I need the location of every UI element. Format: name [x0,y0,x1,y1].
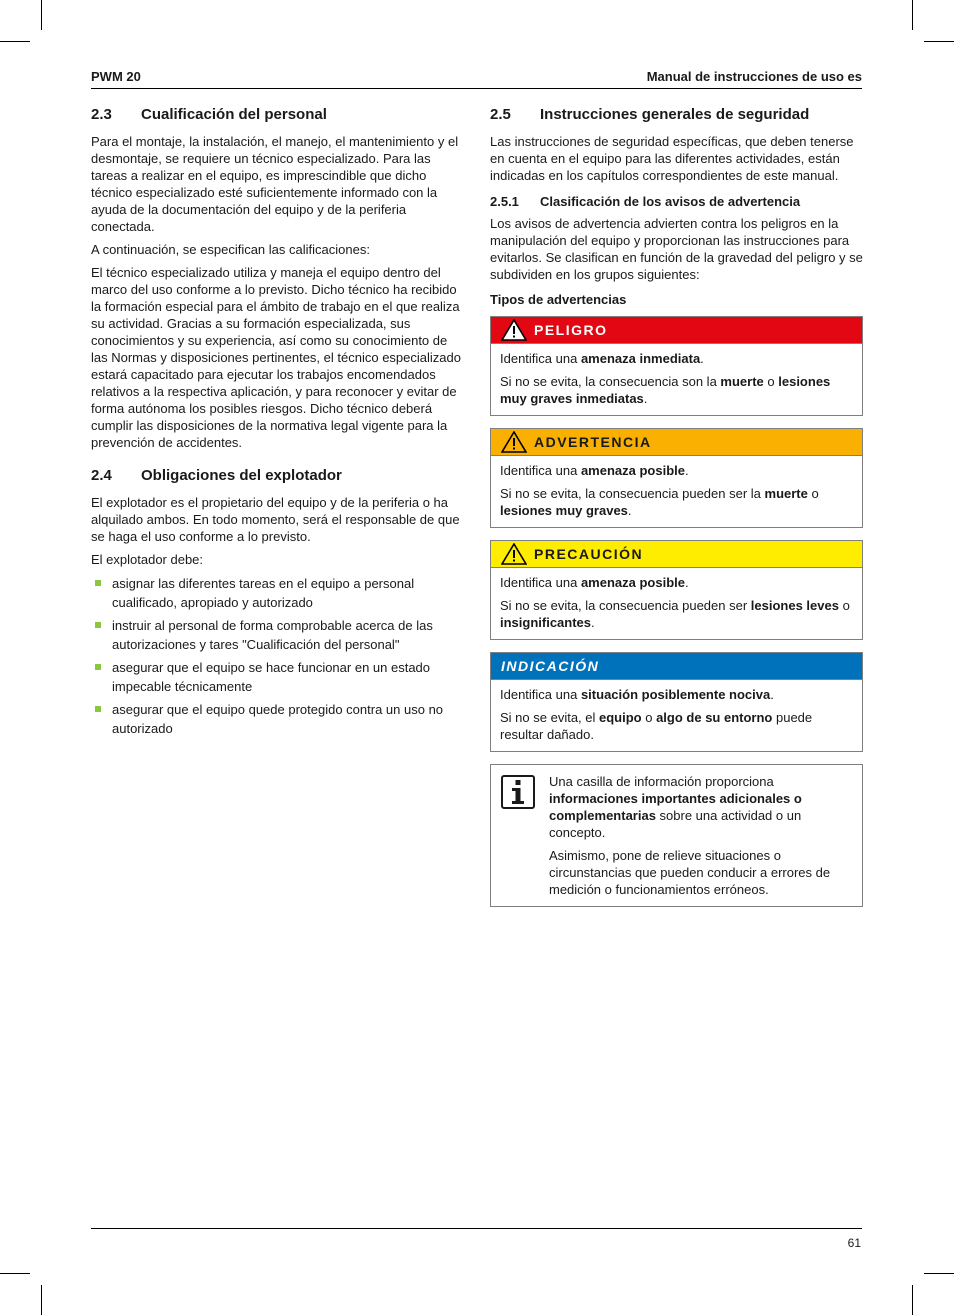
crop-mark [924,41,954,42]
notice-body [491,680,862,751]
text: Identifica una [500,351,581,366]
text: o [807,486,819,501]
section-heading [91,467,465,484]
warning-triangle-icon [501,319,527,341]
crop-mark [41,0,42,30]
warning-triangle-icon [501,431,527,453]
emphasis: insignificantes [500,615,592,630]
info-paragraph [549,773,852,841]
text: . [700,351,704,366]
danger-box [490,316,863,416]
crop-mark [912,0,913,30]
subsection-title: Clasificación de los avisos de advertencia [540,194,801,209]
text: . [685,463,689,478]
list-item [91,616,465,654]
list-item-text: asegurar que el equipo quede protegido contra un uso no autorizado [112,702,444,736]
subsection-heading [490,194,863,209]
text: . [685,575,689,590]
text: Si no se evita, la consecuencia son la [500,374,721,389]
list-item [91,700,465,738]
emphasis: amenaza posible [580,463,685,478]
text: . [627,503,632,518]
emphasis: lesiones leves [750,598,839,613]
list-item [91,574,465,612]
paragraph: A continuación, se especifican las calificaciones: [91,242,370,257]
text: . [591,615,595,630]
text: Identifica una [500,575,581,590]
danger-header [491,317,862,344]
section-heading [91,106,465,123]
caution-line [500,597,853,631]
caution-label: PRECAUCIÓN [534,546,644,562]
crop-mark [0,1273,30,1274]
right-column [490,106,863,907]
section-number: 2.4 [91,467,112,484]
left-column [91,106,465,742]
emphasis: muerte [764,486,808,501]
notice-label: INDICACIÓN [501,658,600,674]
text: o [763,374,779,389]
paragraph: El explotador es el propietario del equipo y de la periferia o ha alquilado ambos. En todo momento, será el responsable de que se haga el uso conforme a lo previsto. [91,495,460,544]
danger-line [500,373,853,407]
warning-line [500,485,853,519]
text: Si no se evita, la consecuencia pueden ser [500,598,751,613]
paragraph: Las instrucciones de seguridad específicas, que deben tenerse en cuenta en el equipo para las diferentes actividades, están indicadas en los capítulos correspondientes de este manual. [490,134,854,183]
warning-label: ADVERTENCIA [534,434,652,450]
paragraph: El explotador debe: [91,552,204,567]
warning-header [491,429,862,456]
paragraph: Los avisos de advertencia advierten contra los peligros en la manipulación del equipo y proporcionan las instrucciones para evitarlos. Se clasifican en función de la gravedad del peligro y se subdividen en los grupos siguientes: [490,216,863,282]
list-item [91,658,465,696]
bullet-square-icon [95,580,101,586]
subsection-number: 2.5.1 [490,194,519,209]
section-number: 2.3 [91,106,112,123]
warning-types-label: Tipos de advertencias [490,292,627,307]
text: puede resultar dañado. [500,710,813,742]
section-number: 2.5 [490,106,511,123]
text: Si no se evita, la consecuencia pueden ser la [500,486,765,501]
info-box [490,764,863,907]
list-item-text: instruir al personal de forma comprobable acerca de las autorizaciones y tares "Cualificación del personal" [112,618,433,652]
text: Si no se evita, el [500,710,599,725]
text: . [643,391,648,406]
emphasis: algo de su entorno [656,710,773,725]
list-item-text: asignar las diferentes tareas en el equipo a personal cualificado, apropiado y autorizado [112,576,415,610]
paragraph: El técnico especializado utiliza y maneja el equipo dentro del marco del uso conforme a lo previsto. Dicho técnico ha recibido la formación especial para el ámbito de trabajo en el que realiza su actividad. Gracias a su formación especializada, sus conocimientos y su experiencia, así como su conocimiento de las Normas y disposiciones pertinentes, el técnico especializado estará capacitado para ejecutar los trabajos encomendados relativos a la respectiva aplicación, y para reconocer y evitar de forma autónoma los posibles riesgos. Dicho técnico deberá cumplir las disposiciones de la normativa legal vigente para la prevención de accidentes. [91,265,461,450]
warning-body [491,456,862,527]
text: o [838,598,850,613]
section-title: Obligaciones del explotador [141,467,342,484]
danger-body [491,344,862,415]
caution-body [491,568,862,639]
danger-label: PELIGRO [534,322,608,338]
text: Identifica una [500,687,581,702]
caution-header [491,541,862,568]
section-title: Cualificación del personal [141,106,327,123]
text: . [770,687,774,702]
bullet-list [91,574,465,738]
manual-title: Manual de instrucciones de uso es [646,69,862,84]
text: Identifica una [500,463,581,478]
footer-rule [91,1228,862,1229]
page-number: 61 [847,1236,861,1250]
emphasis: lesiones muy graves inmediatas [500,374,831,406]
notice-header [491,653,862,680]
list-item-text: asegurar que el equipo se hace funcionar en un estado impecable técnicamente [112,660,431,694]
emphasis: muerte [720,374,764,389]
crop-mark [912,1285,913,1315]
emphasis: situación posiblemente nociva [580,687,771,702]
emphasis: lesiones muy graves [500,503,628,518]
warning-box [490,428,863,528]
text: Una casilla de información proporciona [549,774,774,789]
warning-line [500,462,853,479]
bullet-square-icon [95,622,101,628]
bullet-square-icon [95,706,101,712]
notice-box [490,652,863,752]
page-header [91,68,862,89]
crop-mark [924,1273,954,1274]
crop-mark [0,41,30,42]
crop-mark [41,1285,42,1315]
text: o [641,710,657,725]
product-name: PWM 20 [91,69,141,84]
emphasis: equipo [599,710,642,725]
notice-line [500,686,853,703]
emphasis: amenaza inmediata [580,351,701,366]
emphasis: informaciones importantes adicionales o complementarias [549,791,802,823]
section-heading [490,106,863,123]
caution-line [500,574,853,591]
notice-line [500,709,853,743]
section-title: Instrucciones generales de seguridad [540,106,810,123]
bullet-square-icon [95,664,101,670]
warning-triangle-icon [501,543,527,565]
text: sobre una actividad o un concepto. [549,808,802,840]
danger-line [500,350,853,367]
info-paragraph: Asimismo, pone de relieve situaciones o circunstancias que pueden conducir a errores de medición o funcionamientos erróneos. [549,848,831,897]
info-icon [501,775,535,809]
caution-box [490,540,863,640]
paragraph: Para el montaje, la instalación, el manejo, el mantenimiento y el desmontaje, se requiere un técnico especializado. Para las tareas a realizar en el equipo, es imprescindible que dicho técnico especializado esté suficientemente informado con la ayuda de la documentación del equipo y de la periferia conectada. [91,134,459,234]
emphasis: amenaza posible [580,575,685,590]
